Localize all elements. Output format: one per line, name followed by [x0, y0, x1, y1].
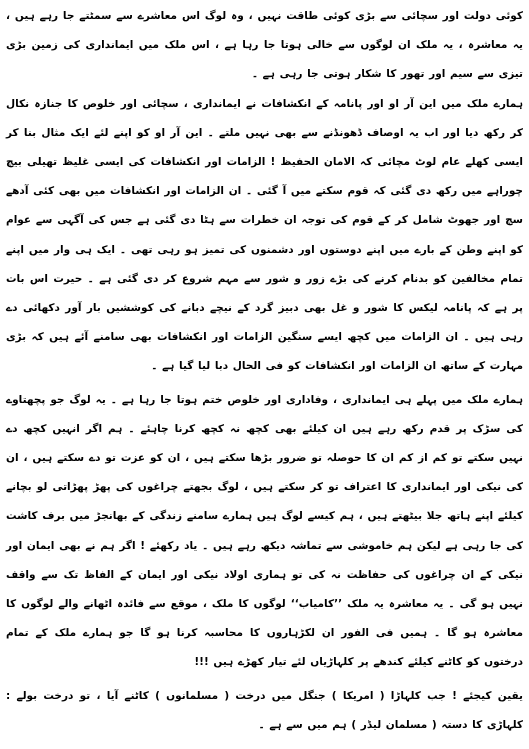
article-page	[6, 2, 523, 745]
article-paragraph-intro: کوئی دولت اور سچائی سے بڑی کوئی طاقت نہیں ، وہ لوگ اس معاشرے سے سمٹتے جا رہے ہیں ، یہ معاشرہ ، یہ ملک ان لوگوں سے خالی ہوتا جا رہا ہے ، اس ملک میں ایمانداری کی زمین بڑی تیزی سے سیم اور تھور کا شکار ہوتی جا رہی ہے ۔	[6, 10, 523, 81]
article-paragraph-axe-parable: یقین کیجئے ! جب کلہاڑا ( امریکا ) جنگل میں درخت ( مسلمانوں ) کاٹنے آیا ، تو درخت بولے : کلہاڑی کا دستہ ( مسلمان لیڈر ) ہم میں سے ہے ۔	[6, 689, 523, 731]
article-paragraph-honesty: ہمارے ملک میں پہلے ہی ایمانداری ، وفاداری اور خلوص ختم ہوتا جا رہا ہے ۔ یہ لوگ جو پچھتاوے کی سڑک پر قدم رکھ رہے ہیں ان کیلئے بھی کچھ نہ کچھ کرنا چاہئے ۔ ہم اگر انہیں کچھ دے نہیں سکتے تو کم از کم ان کا حوصلہ تو ضرور بڑھا سکتے ہیں ، ان کو عزت تو دے سکتے ہیں ، ان کی نیکی اور ایمانداری کا اعتراف تو کر سکتے ہیں ، لوگ بجھتے چراغوں کی پھڑ پھڑاتی لو بچانے کیلئے اپنے ہاتھ جلا بیٹھتے ہیں ، ہم کیسے لوگ ہیں ہمارے سامنے زندگی کے بھانجڑ میں برف کاشت کی جا رہی ہے لیکن ہم خاموشی سے تماشہ دیکھ رہے ہیں ۔ یاد رکھئے ! اگر ہم نے بھی ایمان اور نیکی کے ان چراغوں کی حفاظت نہ کی تو ہماری اولاد نیکی اور ایمان کے الفاظ تک سے واقف نہیں ہو گی ۔ یہ معاشرہ یہ ملک ’’کامیاب‘‘ لوگوں کا ملک ، موقع سے فائدہ اٹھانے والے لوگوں کا معاشرہ ہو گا ۔ ہمیں فی الفور ان لکڑہاروں کا محاسبہ کرنا ہو گا جو ہمارے ملک کے تمام درختوں کو کاٹنے کیلئے کندھے پر کلہاڑیاں لئے تیار کھڑے ہیں !!!	[6, 393, 523, 669]
article-paragraph-allegations: ہمارے ملک میں این آر او اور پانامہ کے انکشافات نے ایمانداری ، سچائی اور خلوص کا جنازہ نکال کر رکھ دیا اور اب یہ اوصاف ڈھونڈنے سے بھی نہیں ملتے ۔ این آر او کو اپنے لئے ایک مثال بنا کر ایسی کھلے عام لوٹ مچائی کہ الامان الحفیظ ! الزامات اور انکشافات کی ایسی غلیظ تھیلی بیچ چوراہے میں رکھ دی گئی کہ قوم سکتے میں آ گئی ۔ ان الزامات اور انکشافات میں بھی کئی آدھے سچ اور جھوٹ شامل کر کے قوم کی توجہ ان خطرات سے ہٹا دی گئی ہے جس کی آگہی سے عوام کو اپنے وطن کے بارے میں اپنے دوستوں اور دشمنوں کی تمیز ہو رہی تھی ۔ ایک ہی وار میں اپنے تمام مخالفین کو بدنام کرنے کی بڑے زور و شور سے مہم شروع کر دی گئی ہے ۔ حیرت اس بات پر ہے کہ پانامہ لیکس کا شور و غل بھی دبیز گرد کے نیچے دبانے کی کوششیں بار آور دکھائی دے رہی ہیں ۔ ان الزامات میں کچھ ایسے سنگین الزامات اور انکشافات بھی سامنے آئے ہیں کہ بڑی مہارت کے ساتھ ان الزامات اور انکشافات کو فی الحال دبا لیا گیا ہے ۔	[6, 97, 523, 373]
